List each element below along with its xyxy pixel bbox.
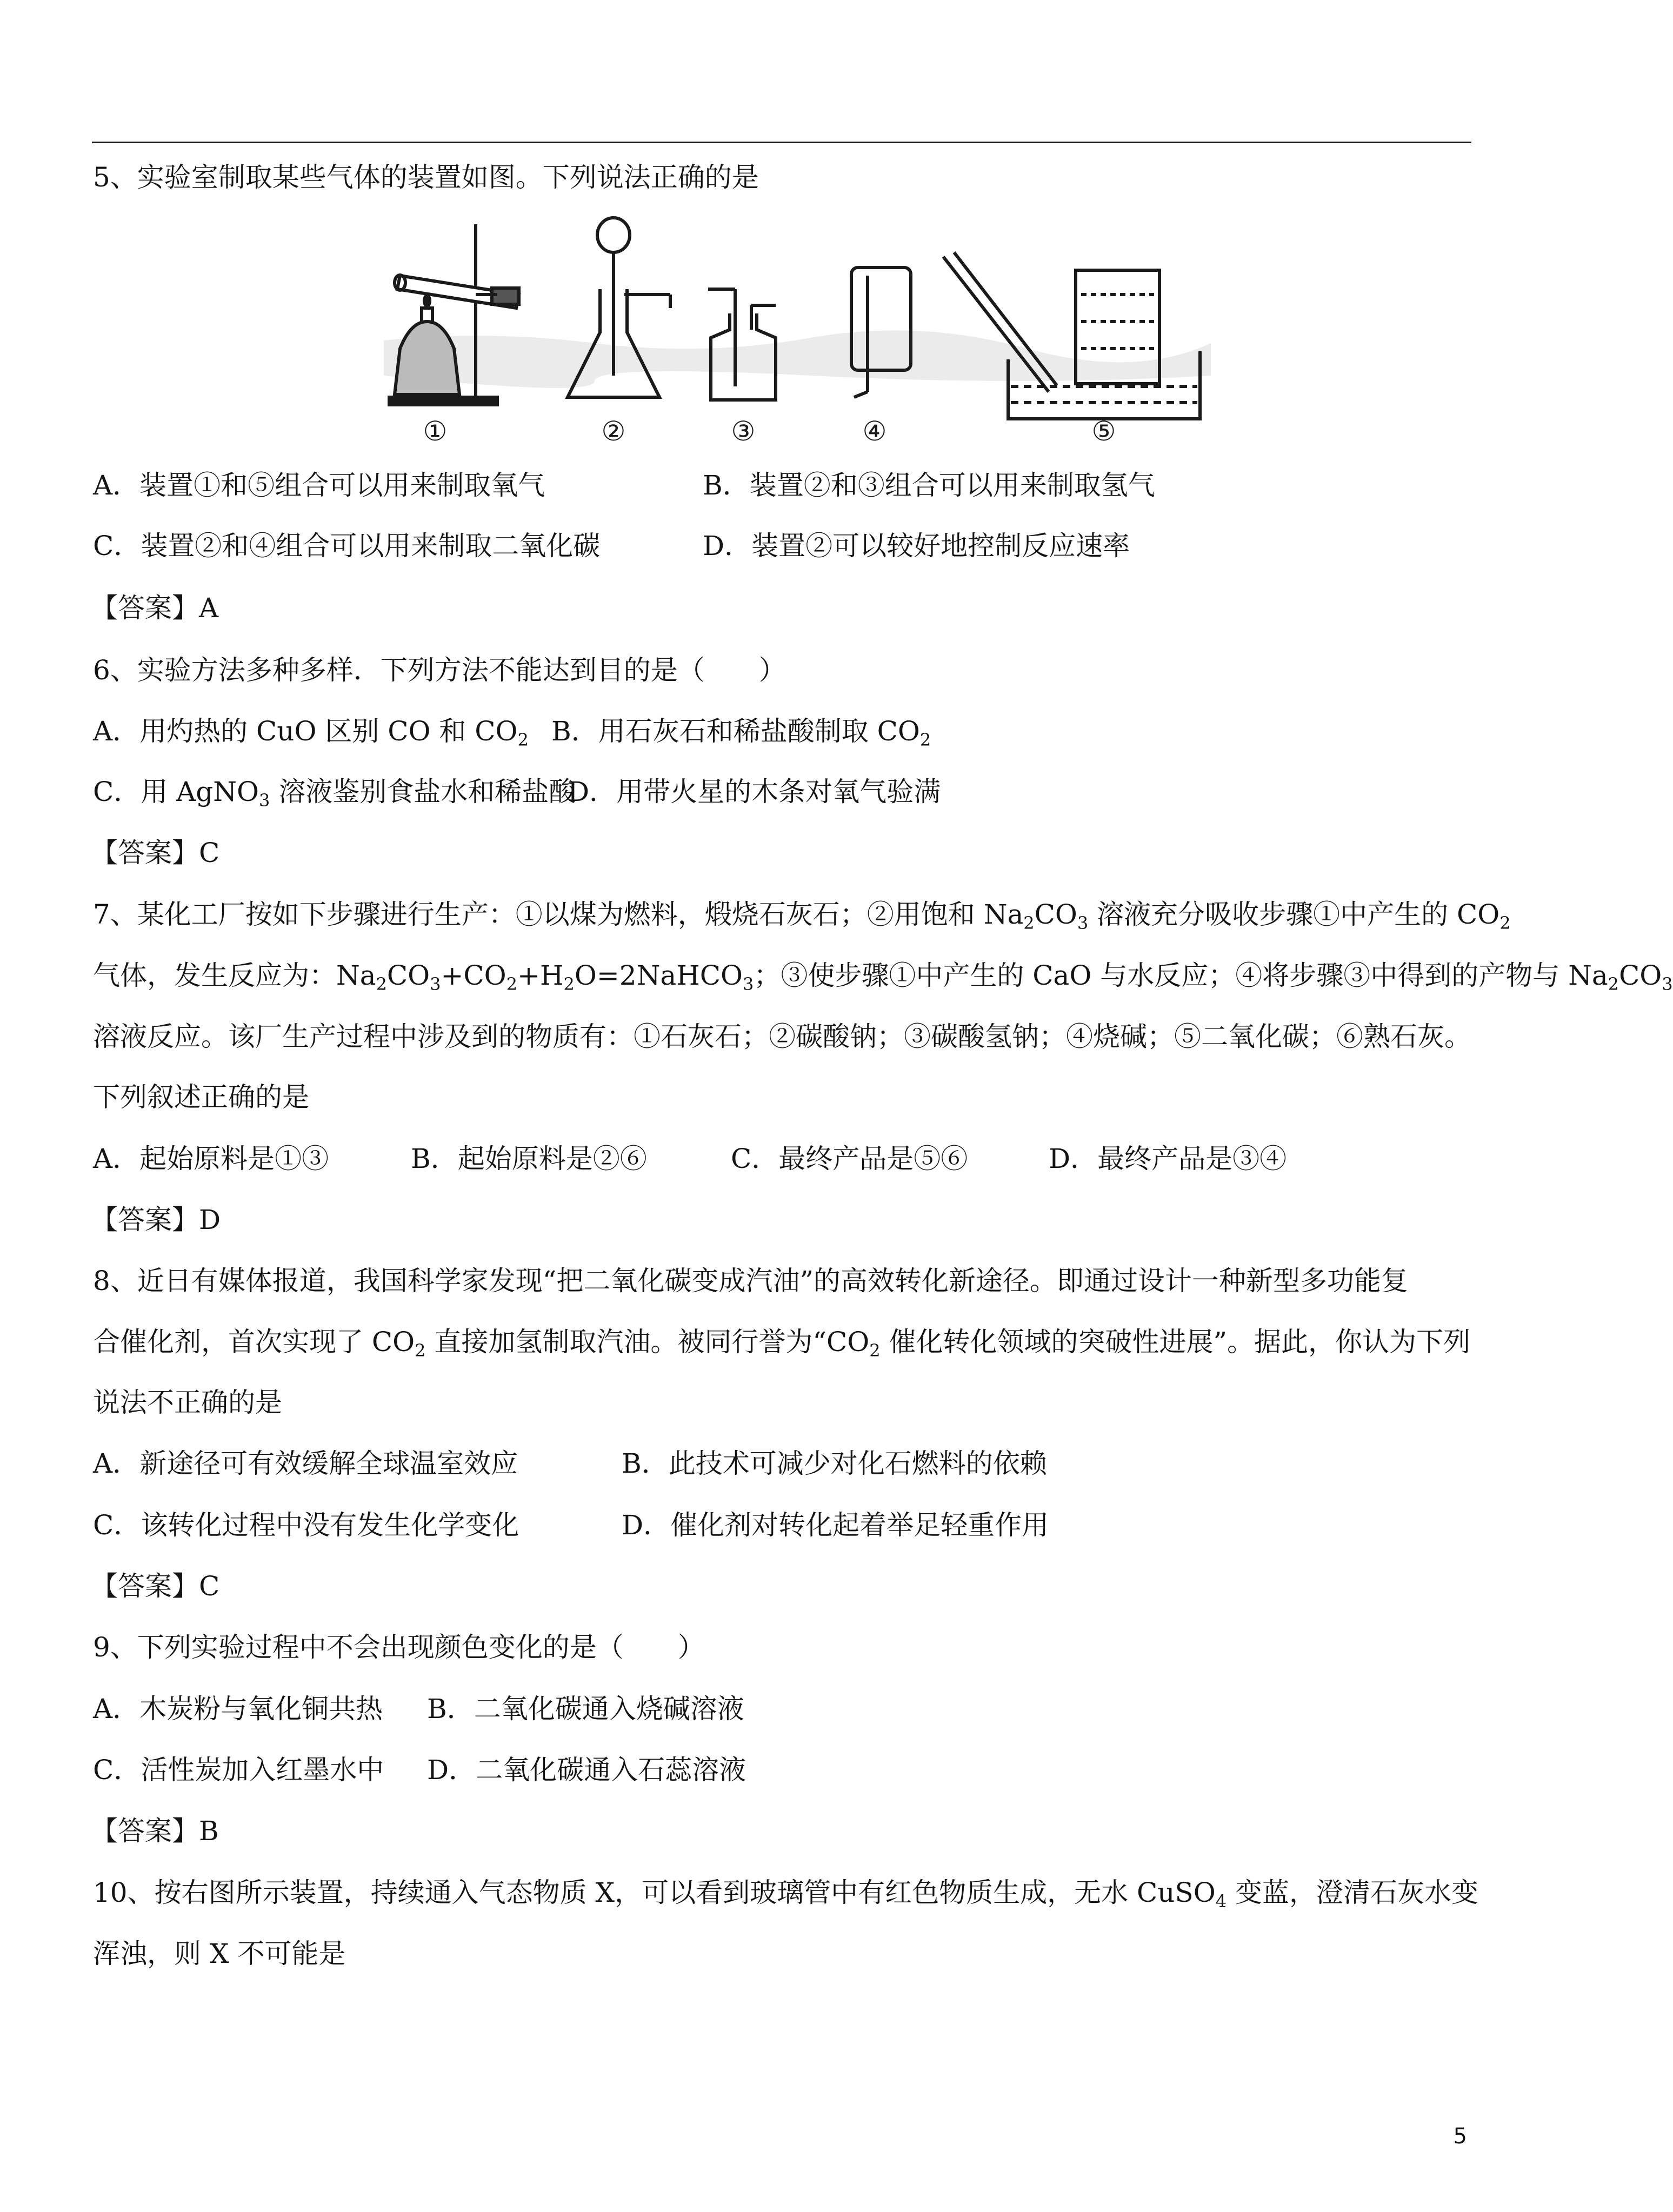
q5-option-c: C．装置②和④组合可以用来制取二氧化碳 [93, 530, 601, 562]
q9-option-a: A．木炭粉与氧化铜共热 [93, 1693, 383, 1725]
q5-stem: 5、实验室制取某些气体的装置如图。下列说法正确的是 [93, 162, 759, 193]
q7-line-3: 溶液反应。该厂生产过程中涉及到的物质有：①石灰石；②碳酸钠；③碳酸氢钠；④烧碱；⑤二氧化碳；⑥熟石灰。 [93, 1021, 1471, 1052]
q8-option-b: B．此技术可减少对化石燃料的依赖 [622, 1448, 1047, 1479]
q5-option-d: D．装置②可以较好地控制反应速率 [703, 530, 1130, 562]
q6-option-c: C．用 AgNO$_3$ 溶液鉴别食盐水和稀盐酸 [93, 776, 576, 811]
q10-line-1: 10、按右图所示装置，持续通入气态物质 X，可以看到玻璃管中有红色物质生成，无水 CuSO$_4$ 变蓝，澄清石灰水变 [93, 1877, 1478, 1912]
q7-line-4: 下列叙述正确的是 [93, 1081, 309, 1113]
label-5: ⑤ [1091, 416, 1116, 447]
q8-option-d: D．催化剂对转化起着举足轻重作用 [622, 1509, 1049, 1541]
q8-line-3: 说法不正确的是 [93, 1387, 282, 1418]
q9-option-d: D．二氧化碳通入石蕊溶液 [427, 1754, 746, 1786]
q7-option-c: C．最终产品是⑤⑥ [731, 1143, 968, 1174]
q7-line-1: 7、某化工厂按如下步骤进行生产：①以煤为燃料，煅烧石灰石；②用饱和 $Na_2CO_3$ 溶液充分吸收步骤①中产生的 $CO_2$ [93, 899, 1511, 933]
q5-answer: 【答案】A [91, 592, 219, 624]
q9-option-b: B．二氧化碳通入烧碱溶液 [427, 1693, 744, 1725]
q8-line-1: 8、近日有媒体报道，我国科学家发现“把二氧化碳变成汽油”的高效转化新途径。即通过设计一种新型多功能复 [93, 1265, 1408, 1297]
q7-option-a: A．起始原料是①③ [93, 1143, 329, 1174]
q8-option-c: C．该转化过程中没有发生化学变化 [93, 1509, 519, 1541]
q7-answer: 【答案】D [91, 1204, 221, 1235]
q9-stem: 9、下列实验过程中不会出现颜色变化的是（ ） [93, 1632, 705, 1663]
label-4: ④ [862, 416, 887, 447]
label-1: ① [423, 416, 448, 447]
q6-option-d: D．用带火星的木条对氧气验满 [568, 776, 941, 807]
q10-line-2: 浑浊，则 X 不可能是 [93, 1938, 346, 1969]
q5-option-b: B．装置②和③组合可以用来制取氢气 [703, 470, 1155, 501]
q6-answer: 【答案】C [91, 837, 220, 868]
label-2: ② [601, 416, 626, 447]
apparatus-figure [378, 213, 1222, 451]
q8-option-a: A．新途径可有效缓解全球温室效应 [93, 1448, 518, 1479]
q7-option-b: B．起始原料是②⑥ [411, 1143, 647, 1174]
q8-line-2: 合催化剂，首次实现了 $CO_2$ 直接加氢制取汽油。被同行誉为“$CO_2$ 催化转化领域的突破性进展”。据此，你认为下列 [93, 1326, 1471, 1361]
q7-option-d: D．最终产品是③④ [1049, 1143, 1287, 1174]
page-number: 5 [1453, 2124, 1467, 2149]
header-rule [92, 142, 1471, 143]
q6-option-a: A．用灼热的 CuO 区别 CO 和 $CO_2$ [93, 716, 529, 750]
q5-option-a: A．装置①和⑤组合可以用来制取氧气 [93, 470, 545, 501]
q9-answer: 【答案】B [91, 1815, 219, 1847]
q7-line-2: 气体，发生反应为：$Na_2CO_3+CO_2+H_2O=2NaHCO_3$；③使步骤①中产生的 CaO 与水反应；④将步骤③中得到的产物与 $Na_2CO_3$ [93, 960, 1673, 994]
q6-option-b: B．用石灰石和稀盐酸制取 $CO_2$ [551, 716, 931, 750]
label-3: ③ [731, 416, 756, 447]
q9-option-c: C．活性炭加入红墨水中 [93, 1754, 384, 1786]
q8-answer: 【答案】C [91, 1571, 220, 1602]
figure-background-smudge [384, 330, 1211, 387]
apparatus-5 [943, 252, 1200, 419]
q6-stem: 6、实验方法多种多样．下列方法不能达到目的是（ ） [93, 654, 786, 686]
